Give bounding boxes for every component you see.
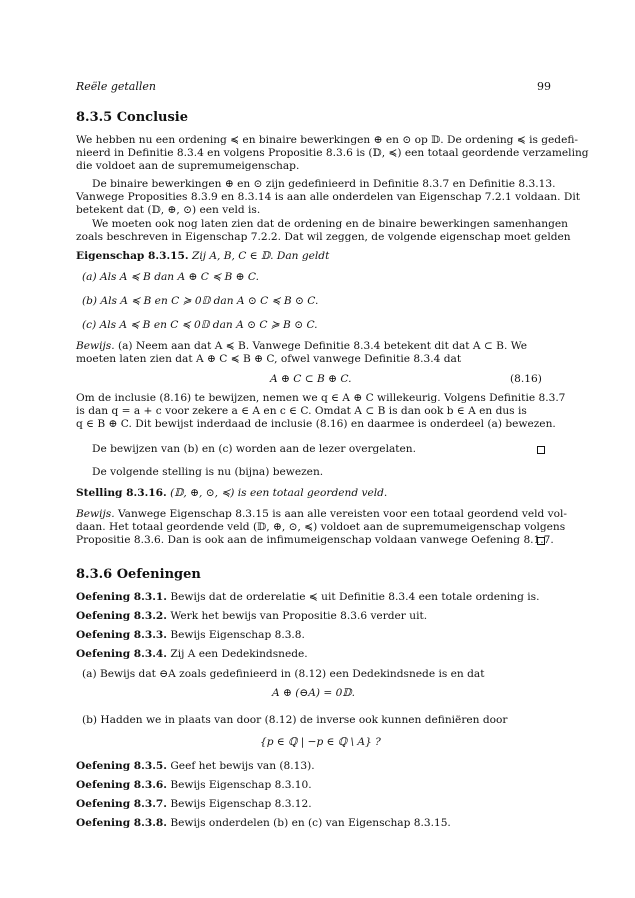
exercise-line [76,629,305,642]
exercise-line [76,760,315,773]
exercise-label: Oefening 8.3.4. [76,648,167,660]
proof-text: Vanwege Eigenschap 8.3.15 is aan alle vereisten voor een totaal geordend veld vol- [114,508,567,520]
paragraph-line: betekent dat (𝔻, ⊕, ⊙) een veld is. [76,204,261,216]
exercise-equation: {p ∈ ℚ | −p ∈ ℚ \ A} ? [260,736,381,748]
proof-line [76,508,567,521]
exercise-text: Geef het bewijs van (8.13). [166,760,315,772]
exercise-text: Zij A een Dedekindsnede. [166,648,308,660]
theorem-text: (𝔻, ⊕, ⊙, ≼) is een totaal geordend veld. [170,487,388,499]
equation-8-16: A ⊕ C ⊂ B ⊕ C. [270,373,352,385]
theorem-statement [76,487,387,500]
exercise-text: Bewijs Eigenschap 8.3.10. [166,779,312,791]
proof-line [76,340,527,353]
property-item-c: (c) Als A ≼ B en C ≼ 0𝔻 dan A ⊙ C ≽ B ⊙ C. [82,319,318,331]
proof-line: is dan q = a + c voor zekere a ∈ A en c ∈ C. Omdat A ⊂ B is dan ook b ∈ A en dus is [76,405,527,417]
proof-line: moeten laten zien dat A ⊕ C ≼ B ⊕ C, ofwel vanwege Definitie 8.3.4 dat [76,353,462,365]
exercise-subitem-a: (a) Bewijs dat ⊖A zoals gedefinieerd in (8.12) een Dedekindsnede is en dat [82,668,485,680]
paragraph-line: De binaire bewerkingen ⊕ en ⊙ zijn gedefinieerd in Definitie 8.3.7 en Definitie 8.3.13. [92,178,556,190]
proof-line: De bewijzen van (b) en (c) worden aan de lezer overgelaten. [92,443,416,455]
exercise-label: Oefening 8.3.7. [76,798,167,810]
exercise-text: Bewijs dat de orderelatie ≼ uit Definitie 8.3.4 een totale ordening is. [166,591,540,603]
paragraph-line: We moeten ook nog laten zien dat de ordening en de binaire bewerkingen samenhangen [92,218,568,230]
exercise-line [76,779,312,792]
paragraph-line: We hebben nu een ordening ≼ en binaire bewerkingen ⊕ en ⊙ op 𝔻. De ordening ≼ is gedefi- [76,134,579,146]
exercise-text: Bewijs Eigenschap 8.3.12. [166,798,312,810]
page-number: 99 [537,80,551,93]
proof-line: Om de inclusie (8.16) te bewijzen, nemen we q ∈ A ⊕ C willekeurig. Volgens Definitie 8.3.7 [76,392,566,404]
exercise-text: Bewijs onderdelen (b) en (c) van Eigenschap 8.3.15. [166,817,451,829]
exercise-line [76,648,308,661]
property-item-b: (b) Als A ≼ B en C ≽ 0𝔻 dan A ⊙ C ≼ B ⊙ C. [82,295,319,307]
proof-line: daan. Het totaal geordende veld (𝔻, ⊕, ⊙, ≼) voldoet aan de supremumeigenschap volgens [76,521,566,533]
proof-line: q ∈ B ⊕ C. Dit bewijst inderdaad de inclusie (8.16) en daarmee is onderdeel (a) bewezen. [76,418,556,430]
qed-square-icon [537,537,545,545]
exercise-text: Bewijs Eigenschap 8.3.8. [166,629,305,641]
property-item-a: (a) Als A ≼ B dan A ⊕ C ≼ B ⊕ C. [82,271,259,283]
exercise-line [76,817,451,830]
proof-line: Propositie 8.3.6. Dan is ook aan de infimumeigenschap voldaan vanwege Oefening 8.1.7. [76,534,554,546]
paragraph-line: Vanwege Proposities 8.3.9 en 8.3.14 is aan alle onderdelen van Eigenschap 7.2.1 voldaan. Dit [76,191,580,203]
exercise-subitem-b: (b) Hadden we in plaats van door (8.12) de inverse ook kunnen definiëren door [82,714,508,726]
exercise-line [76,798,312,811]
proof-label: Bewijs. [76,340,115,352]
paragraph-line: die voldoet aan de supremumeigenschap. [76,160,300,172]
exercise-label: Oefening 8.3.8. [76,817,167,829]
property-label: Eigenschap 8.3.15. [76,250,189,262]
proof-label: Bewijs. [76,508,115,520]
exercise-equation: A ⊕ (⊖A) = 0𝔻. [272,687,355,699]
property-text: Zij A, B, C ∈ 𝔻. Dan geldt [191,250,330,262]
exercise-label: Oefening 8.3.1. [76,591,167,603]
section-heading-oefeningen: 8.3.6 Oefeningen [76,567,201,582]
exercise-line [76,610,427,623]
property-statement [76,250,329,263]
exercise-label: Oefening 8.3.3. [76,629,167,641]
exercise-label: Oefening 8.3.2. [76,610,167,622]
transition-line: De volgende stelling is nu (bijna) bewezen. [92,466,324,478]
theorem-label: Stelling 8.3.16. [76,487,167,499]
exercise-label: Oefening 8.3.6. [76,779,167,791]
equation-number: (8.16) [510,373,542,385]
exercise-label: Oefening 8.3.5. [76,760,167,772]
paragraph-line: nieerd in Definitie 8.3.4 en volgens Propositie 8.3.6 is (𝔻, ≼) een totaal geordende verzameling [76,147,589,159]
section-heading-conclusie: 8.3.5 Conclusie [76,110,189,125]
exercise-text: Werk het bewijs van Propositie 8.3.6 verder uit. [166,610,428,622]
running-title: Reële getallen [76,80,156,93]
exercise-line [76,591,539,604]
paragraph-line: zoals beschreven in Eigenschap 7.2.2. Dat wil zeggen, de volgende eigenschap moet gelden [76,231,571,243]
qed-square-icon [537,446,545,454]
proof-text: (a) Neem aan dat A ≼ B. Vanwege Definitie 8.3.4 betekent dit dat A ⊂ B. We [114,340,527,352]
